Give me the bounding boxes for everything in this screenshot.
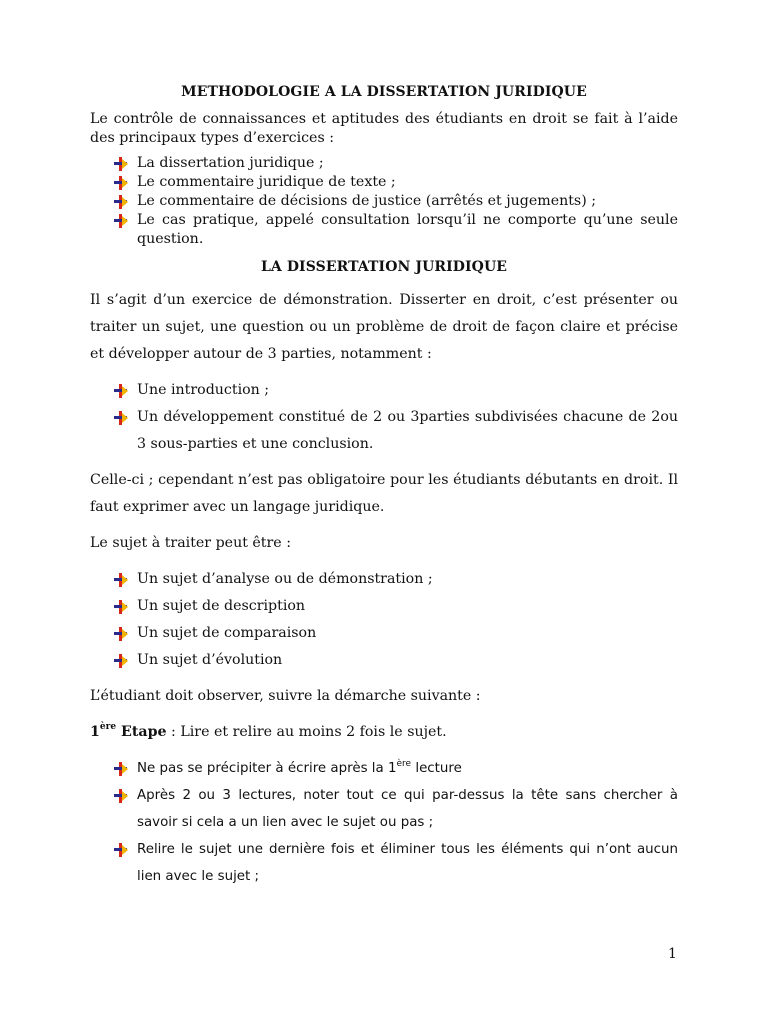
document-title: METHODOLOGIE A LA DISSERTATION JURIDIQUE — [181, 84, 587, 100]
step1-text: : Lire et relire au moins 2 fois le sujet. — [166, 724, 447, 740]
list-item — [90, 836, 678, 890]
list-item-text: Une introduction ; — [137, 382, 270, 398]
subject-intro-paragraph: Le sujet à traiter peut être : — [90, 535, 291, 551]
list-item-text: Un sujet d’évolution — [137, 652, 283, 668]
arrow-bullet-icon — [114, 384, 128, 398]
arrow-bullet-icon — [114, 789, 128, 803]
arrow-bullet-icon — [114, 627, 128, 641]
intro-paragraph: Le contrôle de connaissances et aptitudes des étudiants en droit se fait à l’aide des principaux types d’exercices : — [90, 111, 678, 146]
arrow-bullet-icon — [114, 157, 128, 171]
list-item-text: Le cas pratique, appelé consultation lorsqu’il ne comporte qu’une seule question. — [137, 212, 678, 247]
step1-list — [90, 755, 678, 890]
list-item-text: Relire le sujet une dernière fois et éliminer tous les éléments qui n’ont aucun lien avec le sujet ; — [137, 842, 678, 884]
arrow-bullet-icon — [114, 843, 128, 857]
arrow-bullet-icon — [114, 654, 128, 668]
step1-label: Etape — [121, 724, 167, 740]
arrow-bullet-icon — [114, 600, 128, 614]
list-item-text: Le commentaire juridique de texte ; — [137, 174, 396, 190]
conclusion-note-paragraph: Celle-ci ; cependant n’est pas obligatoire pour les étudiants débutants en droit. Il faut exprimer avec un langage juridique. — [90, 472, 678, 515]
list-item — [90, 404, 678, 458]
list-item-text: Ne pas se précipiter à écrire après la 1 — [137, 761, 397, 776]
list-item — [90, 566, 678, 593]
list-item-text: Un sujet de description — [137, 598, 306, 614]
list-item-text: Un développement constitué de 2 ou 3parties subdivisées chacune de 2ou 3 sous-parties et une conclusion. — [137, 409, 678, 452]
definition-paragraph: Il s’agit d’un exercice de démonstration. Disserter en droit, c’est présenter ou traiter un sujet, une question ou un problème de droit de façon claire et précise et développer autour de 3 parties, notamment : — [90, 292, 678, 362]
list-item-text: Un sujet de comparaison — [137, 625, 317, 641]
list-item-text: La dissertation juridique ; — [137, 155, 324, 171]
list-item — [90, 154, 678, 173]
list-item-text: Après 2 ou 3 lectures, noter tout ce qui par-dessus la tête sans chercher à savoir si cela a un lien avec le sujet ou pas ; — [137, 788, 678, 830]
list-item-sup: ère — [396, 758, 412, 769]
exercise-types-list — [90, 154, 678, 249]
list-item-text: lecture — [411, 761, 462, 776]
subject-types-list — [90, 566, 678, 674]
list-item — [90, 755, 678, 782]
page-number: 1 — [668, 946, 677, 962]
step1-paragraph — [90, 719, 678, 746]
list-item — [90, 647, 678, 674]
arrow-bullet-icon — [114, 411, 128, 425]
step1-sup: ère — [99, 722, 117, 733]
step1-number: 1 — [90, 724, 100, 740]
list-item — [90, 620, 678, 647]
list-item — [90, 782, 678, 836]
arrow-bullet-icon — [114, 573, 128, 587]
list-item — [90, 593, 678, 620]
arrow-bullet-icon — [114, 176, 128, 190]
list-item-text: Un sujet d’analyse ou de démonstration ; — [137, 571, 433, 587]
parts-list — [90, 377, 678, 458]
list-item — [90, 211, 678, 249]
list-item — [90, 192, 678, 211]
list-item — [90, 377, 678, 404]
section-heading: LA DISSERTATION JURIDIQUE — [260, 259, 508, 275]
list-item — [90, 173, 678, 192]
list-item-text: Le commentaire de décisions de justice (arrêtés et jugements) ; — [137, 193, 597, 209]
arrow-bullet-icon — [114, 195, 128, 209]
approach-paragraph: L’étudiant doit observer, suivre la démarche suivante : — [90, 688, 481, 704]
document-page — [90, 84, 678, 890]
arrow-bullet-icon — [114, 214, 128, 228]
arrow-bullet-icon — [114, 762, 128, 776]
